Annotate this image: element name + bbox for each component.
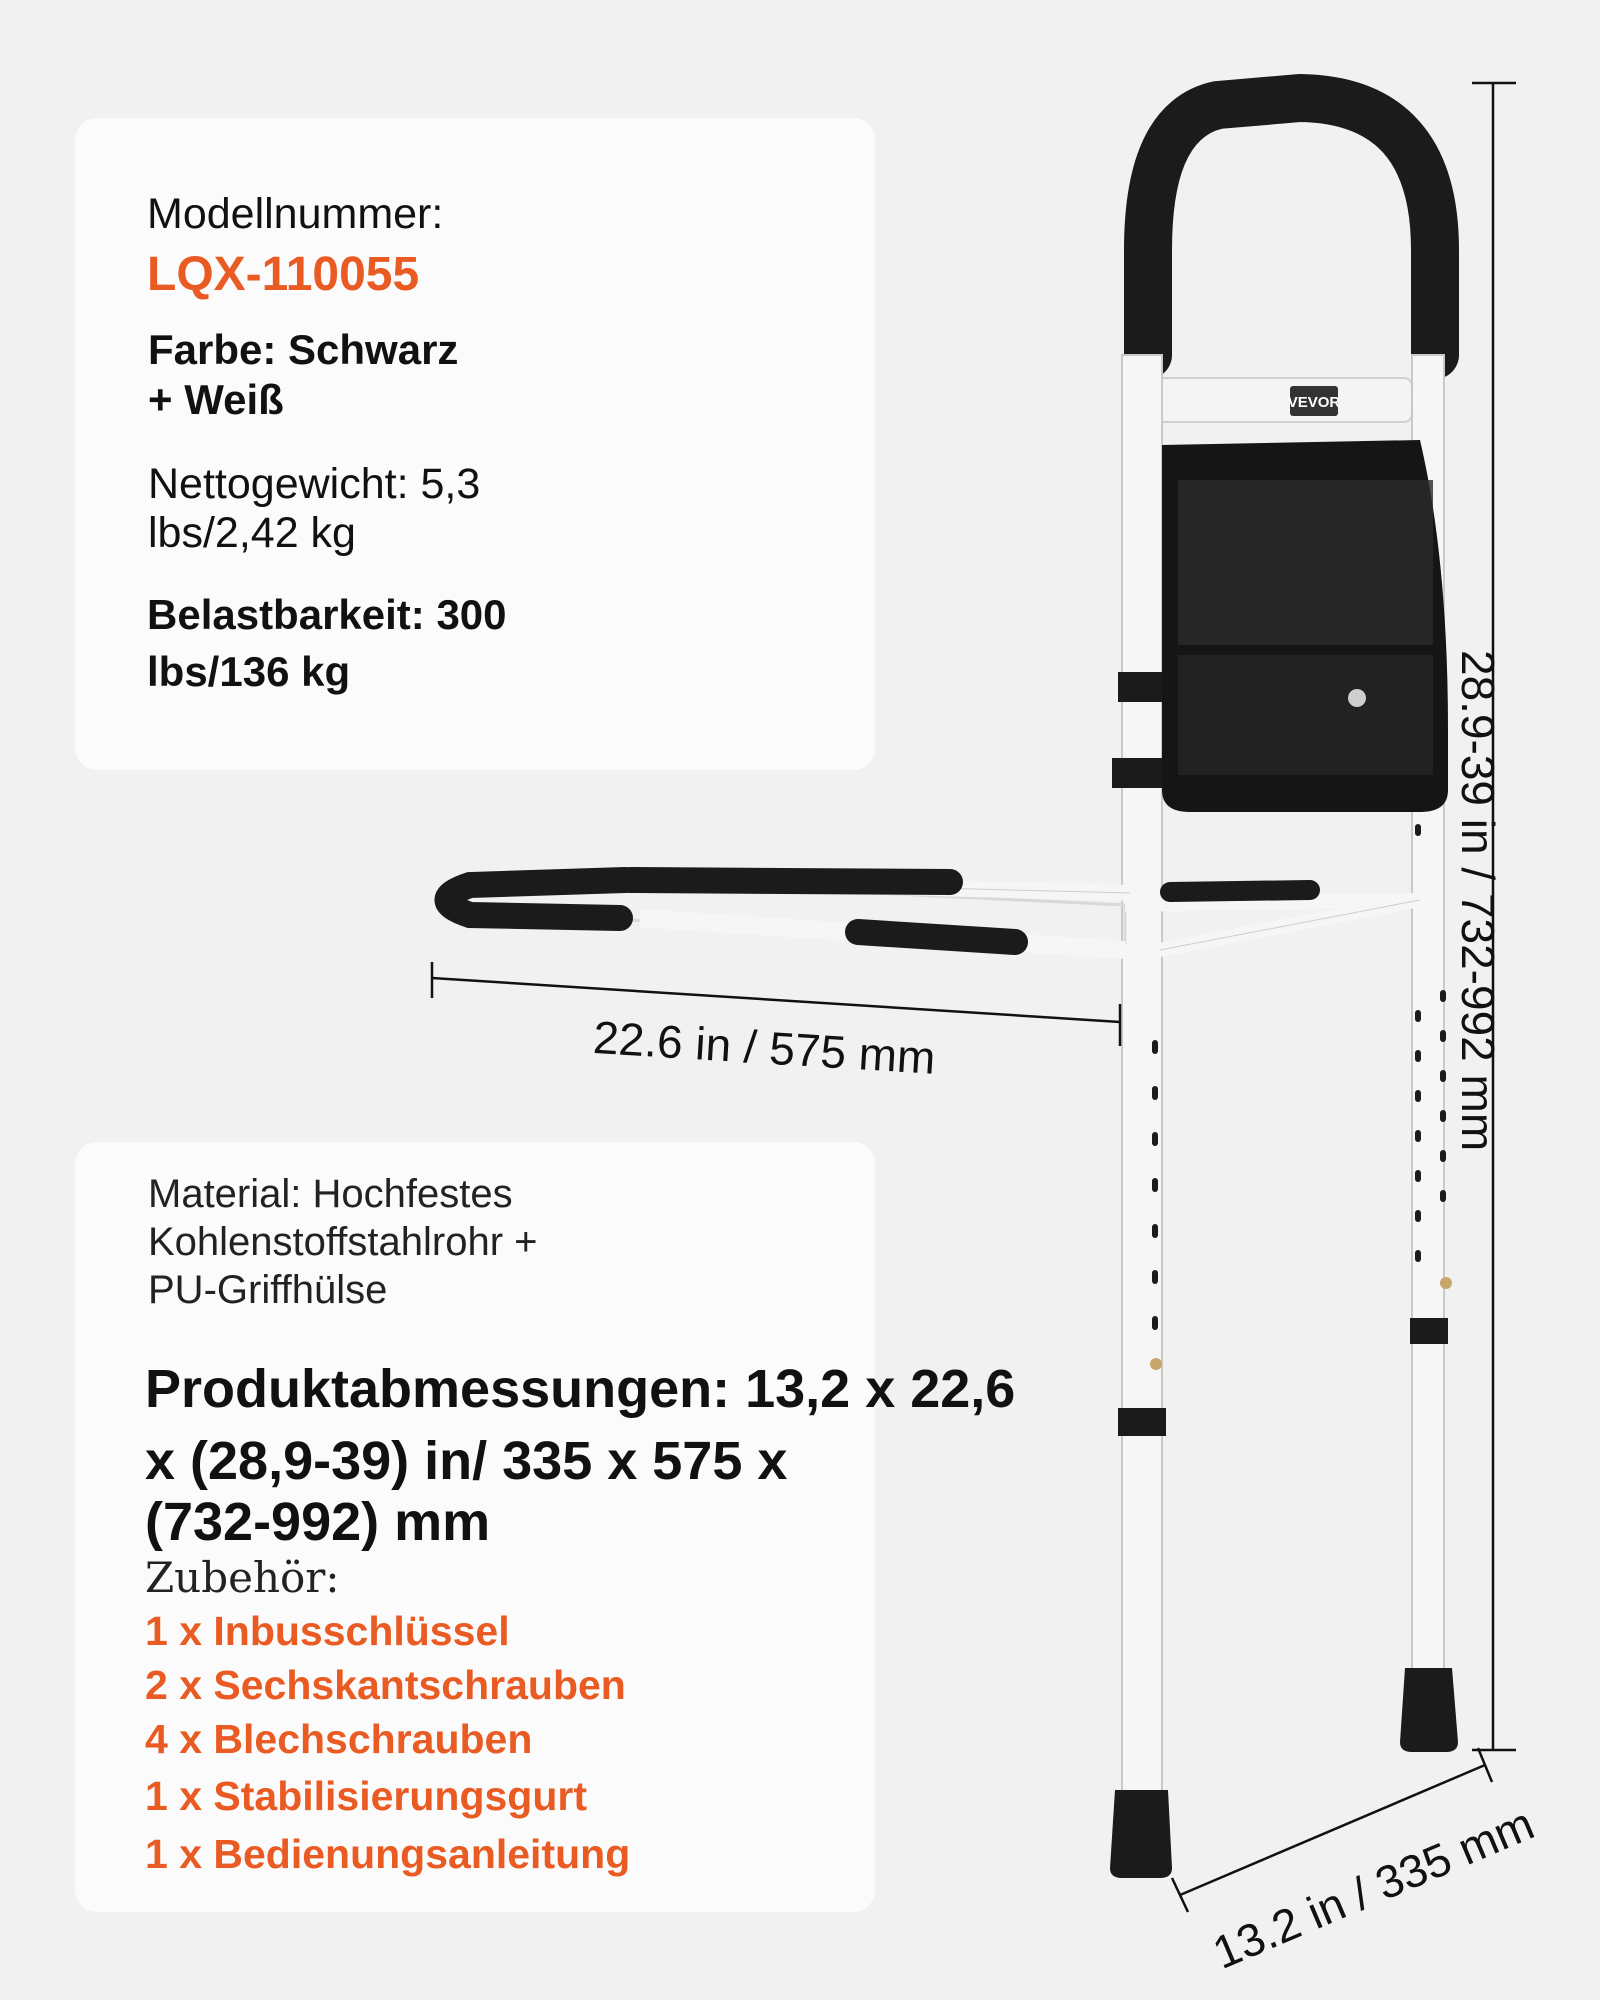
- base-grip-rear: [630, 880, 950, 882]
- dimensions-line3: (732-992) mm: [145, 1492, 491, 1552]
- top-handle-grip: [1148, 98, 1435, 355]
- band: [1118, 672, 1166, 702]
- color-spec-line2: + Weiß: [148, 376, 284, 423]
- dimension-lines: [432, 83, 1516, 1912]
- accessory-item: 1 x Inbusschlüssel: [145, 1608, 510, 1654]
- width-measurement: 22.6 in / 575 mm: [591, 1010, 937, 1084]
- band: [1410, 1318, 1448, 1344]
- net-weight-line2: lbs/2,42 kg: [148, 509, 356, 557]
- snap-button: [1348, 689, 1366, 707]
- brand-text: VEVOR: [1287, 394, 1341, 411]
- accessory-item: 4 x Blechschrauben: [145, 1716, 533, 1762]
- dimensions-line1: Produktabmessungen: 13,2 x 22,6: [145, 1359, 1016, 1419]
- accessory-item: 2 x Sechskantschrauben: [145, 1662, 626, 1708]
- lock-pin: [1440, 1277, 1452, 1289]
- model-number-value: LQX-110055: [147, 248, 420, 301]
- net-weight-line1: Nettogewicht: 5,3: [148, 460, 481, 508]
- color-spec-line1: Farbe: Schwarz: [148, 326, 459, 373]
- rubber-foot-right: [1400, 1668, 1458, 1752]
- model-number-label: Modellnummer:: [147, 190, 444, 238]
- rubber-foot-left: [1110, 1790, 1172, 1878]
- lock-pin: [1150, 1358, 1162, 1370]
- load-capacity-line2: lbs/136 kg: [147, 648, 351, 695]
- material-line2: Kohlenstoffstahlrohr +: [148, 1220, 538, 1264]
- strap-band: [1112, 758, 1170, 788]
- accessory-item: 1 x Bedienungsanleitung: [145, 1831, 631, 1877]
- load-capacity-line1: Belastbarkeit: 300: [147, 591, 507, 638]
- material-line1: Material: Hochfestes: [148, 1172, 513, 1216]
- material-line3: PU-Griffhülse: [148, 1268, 388, 1312]
- upper-crossbar: [1148, 378, 1412, 422]
- dimensions-line2: x (28,9-39) in/ 335 x 575 x: [145, 1431, 788, 1491]
- base-grip-front: [858, 932, 1015, 942]
- mesh-panel: [1178, 480, 1433, 645]
- accessory-item: 1 x Stabilisierungsgurt: [145, 1773, 587, 1819]
- base-grip-side: [1170, 890, 1310, 892]
- band: [1118, 1408, 1166, 1436]
- accessories-title: Zubehör:: [145, 1553, 340, 1602]
- depth-measurement: 13.2 in / 335 mm: [1205, 1797, 1542, 1979]
- base-grip-end: [448, 880, 626, 918]
- height-measurement: 28.9-39 in / 732-992 mm: [1452, 650, 1504, 1152]
- mesh-pocket: [1178, 655, 1433, 775]
